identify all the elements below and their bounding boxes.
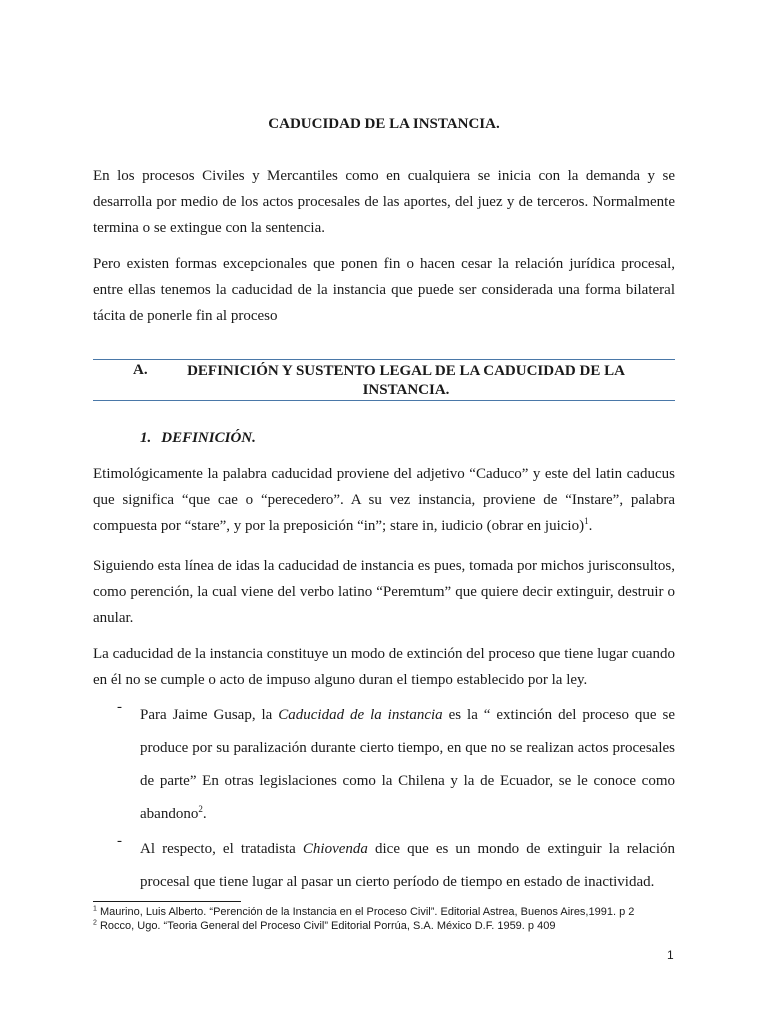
paragraph-etymology-end: . [588, 518, 593, 534]
bullet-text-chiovenda [140, 833, 675, 899]
bullet-text-gusap [140, 699, 675, 831]
bullet-1-text-a: Para Jaime Gusap, la [140, 707, 279, 723]
paragraph-exceptions: Pero existen formas excepcionales que ponen fin o hacen cesar la relación jurídica procesal, entre ellas tenemos la caducidad de la instancia que puede ser considerada una forma bilateral tácita de ponerle fin al proceso [93, 256, 675, 324]
section-heading [93, 359, 675, 401]
footnote-1 [93, 905, 693, 920]
footnote-separator [93, 901, 241, 902]
page-number: 1 [667, 948, 674, 962]
footnote-2-number: 2 [93, 919, 97, 927]
footnote-2-text: Rocco, Ugo. “Teoria General del Proceso Civil” Editorial Porrúa, S.A. México D.F. 1959. p 409 [96, 920, 556, 932]
bullet-2-italic: Chiovenda [302, 841, 368, 857]
section-title: DEFINICIÓN Y SUSTENTO LEGAL DE LA CADUCIDAD DE LA INSTANCIA. [187, 363, 625, 398]
footnote-ref-2[interactable]: 2 [198, 804, 203, 814]
footnote-1-number: 1 [93, 905, 97, 913]
bullet-1-text-b: es la “ extinción del proceso que se produce por su paralización durante cierto tiempo, en que no se realizan actos procesales de parte” En otras legislaciones como la Chilena y la de Ecuador, se le conoce como abandono [140, 707, 676, 822]
subheading-title: DEFINICIÓN. [161, 430, 256, 446]
paragraph-etymology-text: Etimológicamente la palabra caducidad proviene del adjetivo “Caduco” y este del latin caducus que significa “que cae o “perecedero”. A su vez instancia, proviene de “Instare”, palabra compuesta por “stare”, y por la preposición “in”; stare in, iudicio (obrar en juicio) [93, 466, 675, 534]
bullet-2-text-b: dice que es un mondo de extinguir la relación procesal que tiene lugar al pasar un cierto período de tiempo en estado de inactividad. [140, 841, 675, 890]
page-title: CADUCIDAD DE LA INSTANCIA. [268, 116, 500, 132]
bullet-2-text-a: Al respecto, el tratadista [140, 841, 303, 857]
footnote-2 [93, 919, 693, 934]
bullet-dash: - [117, 833, 122, 849]
subheading-number: 1. [140, 430, 152, 446]
footnote-ref-1[interactable]: 1 [584, 516, 589, 526]
bullet-dash: - [117, 699, 122, 715]
bullet-1-end: . [202, 806, 207, 822]
section-letter: A. [133, 362, 148, 378]
paragraph-extincion: La caducidad de la instancia constituye un modo de extinción del proceso que tiene lugar cuando en él no se cumple o acto de impuso alguno duran el tiempo establecido por la ley. [93, 646, 675, 688]
paragraph-etymology [93, 461, 675, 539]
paragraph-intro: En los procesos Civiles y Mercantiles como en cualquiera se inicia con la demanda y se desarrolla por medio de los actos procesales de las aportes, del juez y de terceros. Normalmente termina o se extingue con la sentencia. [93, 168, 675, 236]
subheading [140, 430, 256, 447]
bullet-1-italic: Caducidad de la instancia [278, 707, 443, 723]
paragraph-perencion: Siguiendo esta línea de idas la caducidad de instancia es pues, tomada por michos jurisconsultos, como perención, la cual viene del verbo latino “Peremtum” que quiere decir extinguir, destruir o anular. [93, 558, 675, 626]
footnote-1-text: Maurino, Luis Alberto. “Perención de la Instancia en el Proceso Civil”. Editorial Astrea, Buenos Aires,1991. p 2 [96, 906, 635, 918]
